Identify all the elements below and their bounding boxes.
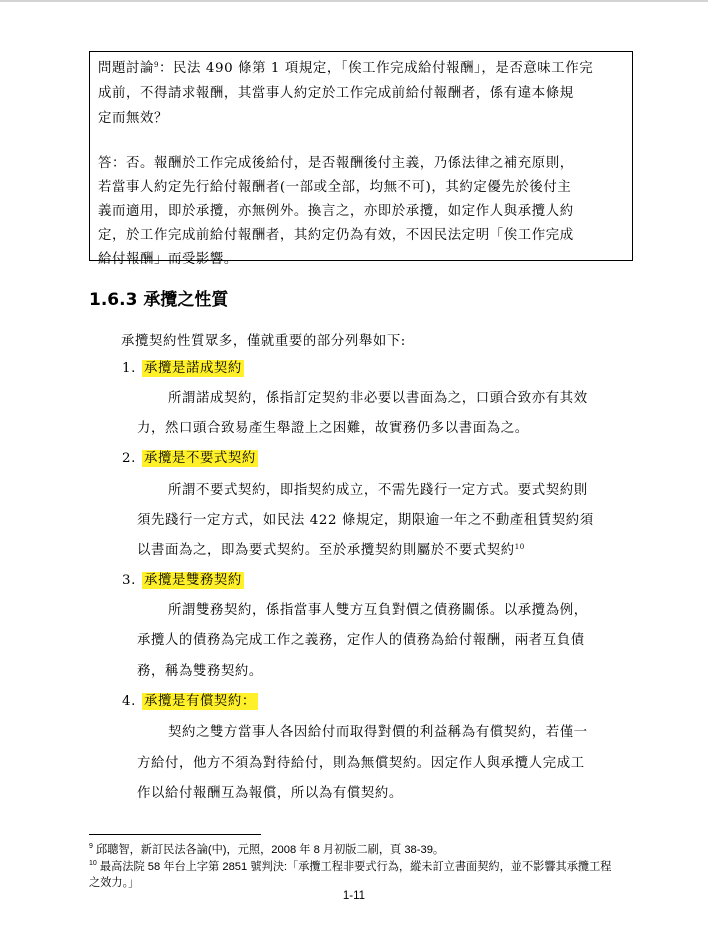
section-intro: 承攬契約性質眾多，僅就重要的部分列舉如下: — [121, 334, 406, 349]
list-item-heading: 3. 承攬是雙務契約 — [122, 573, 242, 588]
paragraph-line: 所謂諾成契約，係指訂定契約非必要以書面為之，口頭合致亦有其效 — [168, 391, 588, 406]
list-item-heading: 2. 承攬是不要式契約 — [122, 451, 256, 466]
footnote-ref: 9 — [153, 61, 160, 69]
highlighted-heading: 承攬是有償契約： — [143, 694, 256, 709]
answer-line: 給付報酬」而受影響。 — [98, 252, 238, 267]
paragraph-line: 契約之雙方當事人各因給付而取得對價的利益稱為有償契約，若僅一 — [168, 725, 588, 740]
top-border — [0, 0, 708, 2]
list-item-heading: 1. 承攬是諾成契約 — [122, 361, 242, 376]
paragraph-line: 所謂不要式契約，即指契約成立，不需先踐行一定方式。要式契約則 — [168, 483, 588, 498]
highlighted-heading: 承攬是雙務契約 — [143, 573, 242, 588]
paragraph-line: 須先踐行一定方式，如民法 422 條規定，期限逾一年之不動產租賃契約須 — [137, 513, 594, 528]
discussion-box — [89, 51, 633, 267]
footnote-continuation: 之效力。」 — [89, 877, 140, 889]
question-line: 成前，不得請求報酬，其當事人約定於工作完成前給付報酬者，係有違本條規 — [98, 86, 574, 101]
footnote-separator — [89, 834, 261, 835]
paragraph-line: 方給付，他方不須為對待給付，則為無償契約。因定作人與承攬人完成工 — [137, 756, 585, 771]
answer-line: 答：否。報酬於工作完成後給付，是否報酬後付主義，乃係法律之補充原則， — [98, 156, 574, 171]
paragraph-line: 務，稱為雙務契約。 — [137, 664, 263, 679]
footnote: $^{10}$ 最高法院 58 年台上字第 2851 號判決:「承攬工程非要式行為，縱未訂立書面契約，並不影響其承攬工程 — [89, 860, 612, 873]
highlighted-heading: 承攬是諾成契約 — [143, 361, 242, 376]
answer-line: 若當事人約定先行給付報酬者(一部或全部，均無不可)，其約定優先於後付主 — [98, 180, 572, 195]
paragraph-line: 力，然口頭合致易產生舉證上之困難，故實務仍多以書面為之。 — [137, 421, 529, 436]
section-title: 1.6.3 承攬之性質 — [89, 290, 229, 310]
question-line: 問題討論$^9$：民法 490 條第 1 項規定，「俟工作完成給付報酬」，是否意味工作完 — [98, 61, 594, 76]
question-line: 定而無效？ — [98, 111, 168, 126]
paragraph-line: 以書面為之，即為要式契約。至於承攬契約則屬於不要式契約$^{10}$ — [137, 543, 525, 558]
footnote: $^9$ 邱聰智，新訂民法各論(中)，元照，2008 年 8 月初版二刷，頁 38-39。 — [89, 843, 445, 856]
highlighted-heading: 承攬是不要式契約 — [143, 451, 256, 466]
answer-line: 定，於工作完成前給付報酬者，其約定仍為有效，不因民法定明「俟工作完成 — [98, 228, 574, 243]
paragraph-line: 所謂雙務契約，係指當事人雙方互負對價之債務關係。以承攬為例， — [168, 603, 588, 618]
page-number: 1-11 — [342, 890, 366, 902]
answer-line: 義而適用，即於承攬，亦無例外。換言之，亦即於承攬，如定作人與承攬人約 — [98, 204, 574, 219]
footnote-ref: 10 — [514, 543, 525, 551]
list-item-heading: 4. 承攬是有償契約： — [122, 694, 256, 709]
paragraph-line: 承攬人的債務為完成工作之義務，定作人的債務為給付報酬，兩者互負債 — [137, 633, 585, 648]
paragraph-line: 作以給付報酬互為報償，所以為有償契約。 — [137, 786, 403, 801]
